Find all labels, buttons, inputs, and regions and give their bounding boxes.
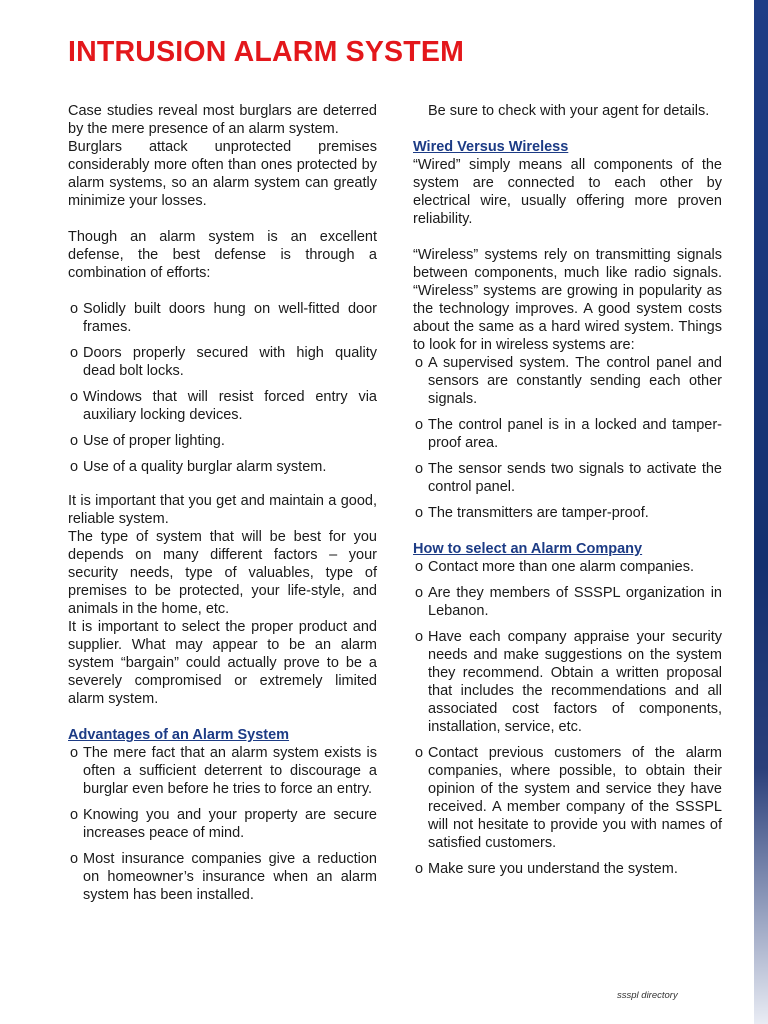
wired-heading: Wired Versus Wireless xyxy=(413,139,569,155)
bullet-icon: o xyxy=(415,355,424,371)
bullet-icon: o xyxy=(415,417,424,433)
list-item: o Knowing you and your property are secure increases peace of mind. xyxy=(70,807,377,841)
left-column xyxy=(68,102,377,912)
list-item: o Solidly built doors hung on well-fitted door frames. xyxy=(70,301,377,335)
intro-paragraph: Burglars attack unprotected premises considerably more often than ones protected by alarm systems, so an alarm system can greatly minimize your losses. xyxy=(68,139,377,209)
efforts-list xyxy=(68,300,377,476)
company-list xyxy=(413,558,722,878)
body-paragraph: The type of system that will be best for you depends on many different factors – your security needs, type of valuables, type of premises to be protected, your life-style, and animals in the home, etc. xyxy=(68,529,377,617)
bullet-icon: o xyxy=(415,861,424,877)
list-item: o Most insurance companies give a reduction on homeowner’s insurance when an alarm system has been installed. xyxy=(70,851,377,903)
bullet-icon: o xyxy=(70,807,79,823)
list-item: o Use of a quality burglar alarm system. xyxy=(70,459,327,475)
bullet-icon: o xyxy=(415,505,424,521)
intro-paragraph: Case studies reveal most burglars are deterred by the mere presence of an alarm system. xyxy=(68,103,377,137)
bullet-icon: o xyxy=(70,389,79,405)
edge-color-bar xyxy=(754,0,768,1024)
list-item: o The control panel is in a locked and tamper-proof area. xyxy=(415,417,722,451)
list-item: o Windows that will resist forced entry via auxiliary locking devices. xyxy=(70,389,377,423)
bullet-icon: o xyxy=(70,345,79,361)
advantages-heading: Advantages of an Alarm System xyxy=(68,727,290,743)
bullet-icon: o xyxy=(70,433,79,449)
list-item: o Have each company appraise your security needs and make suggestions on the system they recommend. Obtain a written proposal that includes the recommendations and all associated cost factors of components, installation, service, etc. xyxy=(415,629,722,735)
bullet-icon: o xyxy=(415,585,424,601)
intro-paragraph: Though an alarm system is an excellent defense, the best defense is through a combination of efforts: xyxy=(68,229,377,281)
list-item: o The sensor sends two signals to activate the control panel. xyxy=(415,461,722,495)
list-item: o Contact more than one alarm companies. xyxy=(415,559,694,575)
bullet-icon: o xyxy=(70,301,79,317)
body-paragraph: It is important to select the proper product and supplier. What may appear to be an alarm system “bargain” could actually prove to be a severely compromised or extremely limited alarm system. xyxy=(68,619,377,707)
wired-paragraph: “Wired” simply means all components of the system are connected to each other by electrical wire, usually offering more proven reliability. xyxy=(413,157,722,227)
bullet-icon: o xyxy=(70,851,79,867)
list-item: o Doors properly secured with high quality dead bolt locks. xyxy=(70,345,377,379)
footer-label: ssspl directory xyxy=(617,990,678,1001)
continued-paragraph: Be sure to check with your agent for details. xyxy=(428,103,710,119)
list-item: o Use of proper lighting. xyxy=(70,433,225,449)
body-paragraph: It is important that you get and maintain a good, reliable system. xyxy=(68,493,377,527)
bullet-icon: o xyxy=(415,461,424,477)
list-item: o The transmitters are tamper-proof. xyxy=(415,505,649,521)
right-column xyxy=(413,102,722,886)
bullet-icon: o xyxy=(415,629,424,645)
page-title: INTRUSION ALARM SYSTEM xyxy=(68,36,465,68)
company-heading: How to select an Alarm Company xyxy=(413,541,643,557)
list-item: o Make sure you understand the system. xyxy=(415,861,678,877)
list-item: o A supervised system. The control panel and sensors are constantly sending each other signals. xyxy=(415,355,722,407)
wireless-list xyxy=(413,354,722,522)
bullet-icon: o xyxy=(415,559,424,575)
bullet-icon: o xyxy=(70,745,79,761)
list-item: o Are they members of SSSPL organization in Lebanon. xyxy=(415,585,722,619)
list-item: o The mere fact that an alarm system exists is often a sufficient deterrent to discourage a burglar even before he tries to force an entry. xyxy=(70,745,377,797)
wireless-paragraph: “Wireless” systems rely on transmitting signals between components, much like radio signals. “Wireless” systems are growing in popularity as the technology improves. A good system costs about the same as a hard wired system. Things to look for in wireless systems are: xyxy=(413,247,722,353)
bullet-icon: o xyxy=(415,745,424,761)
bullet-icon: o xyxy=(70,459,79,475)
advantages-list xyxy=(68,744,377,904)
list-item: o Contact previous customers of the alarm companies, where possible, to obtain their opinion of the system and service they have received. A member company of the SSSPL will not hesitate to provide you with names of satisfied customers. xyxy=(415,745,722,851)
